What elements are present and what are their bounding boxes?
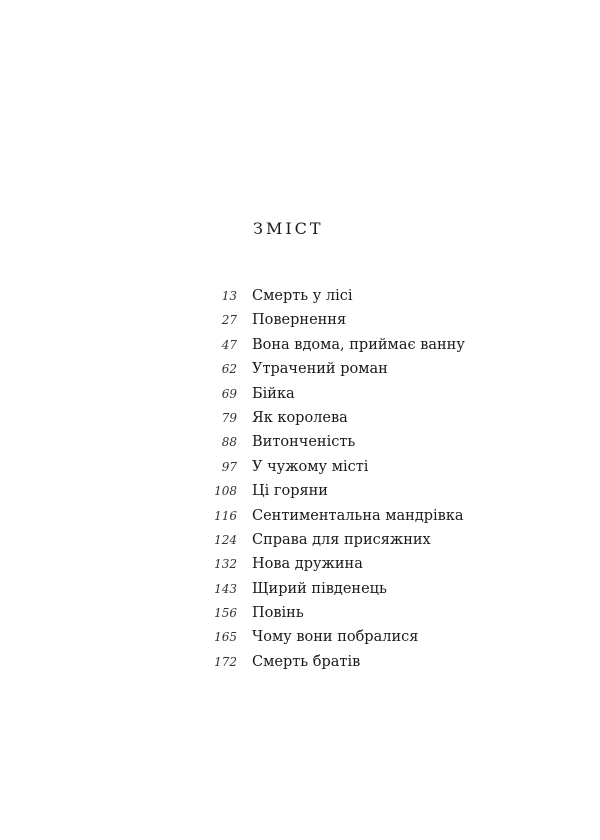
- toc-entry: [200, 504, 465, 528]
- toc-entry: [200, 357, 465, 381]
- toc-page-number: 108: [214, 484, 237, 499]
- toc-page-number: 27: [221, 313, 237, 328]
- toc-title: Нова дружина: [252, 556, 363, 573]
- contents-heading: ЗМІСТ: [253, 219, 324, 238]
- toc-entry: [200, 601, 465, 625]
- toc-page-number: 116: [214, 508, 237, 523]
- toc-page-number: 69: [221, 386, 237, 401]
- toc-page-number: 132: [214, 557, 237, 572]
- toc-entry: [200, 430, 465, 454]
- toc-title: Смерть братів: [252, 653, 361, 670]
- toc-title: Щирий південець: [252, 580, 387, 597]
- toc-title: Сентиментальна мандрівка: [252, 507, 464, 524]
- toc-title: Чому вони побралися: [252, 629, 419, 646]
- toc-page-number: 79: [221, 410, 237, 425]
- toc-title: Як королева: [252, 409, 348, 426]
- toc-page-number: 62: [221, 362, 237, 377]
- toc-entry: [200, 625, 465, 649]
- toc-title: Справа для присяжних: [252, 531, 431, 548]
- toc-entry: [200, 284, 465, 308]
- toc-title: Вона вдома, приймає ванну: [252, 336, 465, 353]
- toc-page-number: 172: [214, 654, 237, 669]
- toc-entry: [200, 455, 465, 479]
- toc-title: Смерть у лісі: [252, 288, 353, 304]
- toc-entry: [200, 308, 465, 332]
- table-of-contents: [200, 284, 465, 674]
- toc-title: Ці горяни: [252, 483, 328, 500]
- toc-title: Повінь: [252, 605, 304, 622]
- toc-page-number: 165: [214, 630, 237, 645]
- toc-entry: [200, 479, 465, 503]
- toc-entry: [200, 577, 465, 601]
- toc-page-number: 97: [221, 459, 237, 474]
- toc-page-number: 47: [221, 337, 237, 352]
- toc-entry: [200, 552, 465, 576]
- toc-page-number: 143: [214, 581, 237, 596]
- toc-title: Витонченість: [252, 434, 356, 451]
- toc-title: Утрачений роман: [252, 361, 388, 378]
- toc-page-number: 156: [214, 606, 237, 621]
- toc-title: У чужому місті: [252, 458, 369, 475]
- toc-entry: [200, 406, 465, 430]
- toc-title: Повернення: [252, 312, 347, 329]
- toc-page-number: 124: [214, 532, 237, 547]
- toc-entry: [200, 650, 465, 674]
- toc-entry: [200, 382, 465, 406]
- toc-entry: [200, 528, 465, 552]
- toc-title: Бійка: [252, 385, 295, 402]
- toc-entry: [200, 333, 465, 357]
- toc-page-number: 13: [221, 289, 237, 303]
- toc-page-number: 88: [221, 435, 237, 450]
